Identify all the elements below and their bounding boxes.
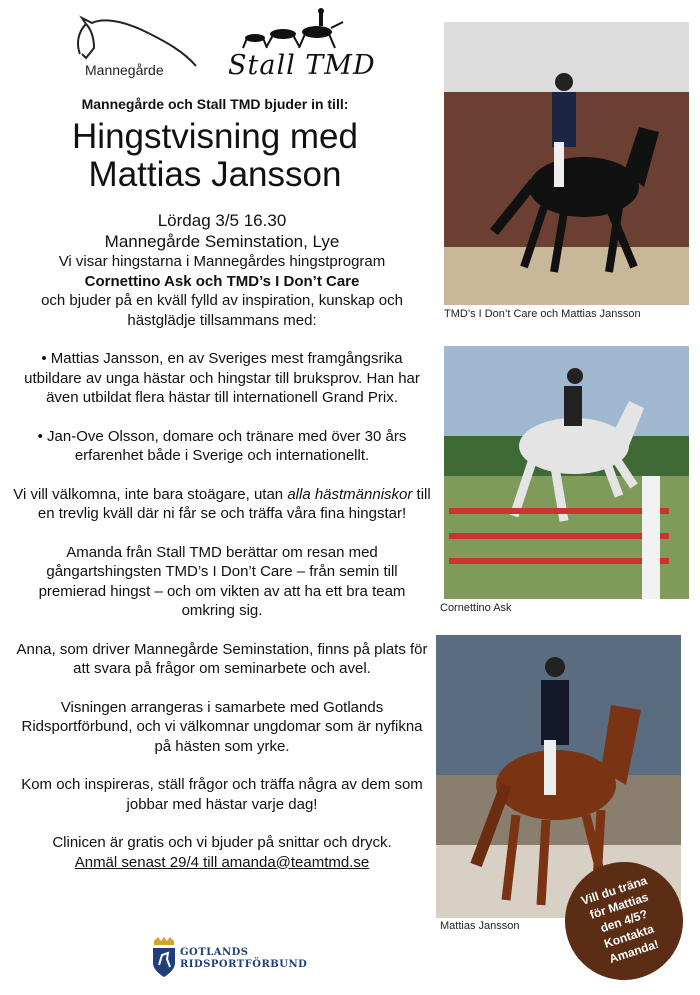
- page-title: [0, 118, 430, 194]
- stall-tmd-horses-logo: [235, 8, 355, 50]
- event-description: [12, 210, 432, 872]
- amanda-text: Amanda från Stall TMD berättar om resan med gångartshingsten TMD’s I Don’t Care – från semin till premierad hingst – och om vikten av att ha ett bra team omkring sig.: [38, 543, 406, 619]
- jumping-horse-image: [444, 346, 689, 599]
- title-line-1: Hingstvisning med: [72, 117, 358, 156]
- gotlands-ridsportforbund-logo: [150, 935, 330, 979]
- grf-text: GOTLANDS RIDSPORTFÖRBUND: [180, 947, 308, 970]
- bullet-jan-ove: • Jan-Ove Olsson, domare och tränare med över 30 års erfarenhet både i Sverige och internationellt.: [37, 427, 407, 464]
- title-line-2: Mattias Jansson: [88, 155, 342, 194]
- crest-icon: [150, 935, 178, 979]
- invite-line: Mannegårde och Stall TMD bjuder in till:: [81, 96, 349, 112]
- photo-cornettino: [444, 346, 689, 599]
- bullet-mattias: • Mattias Jansson, en av Sveriges mest framgångsrika utbildare av unga hästar och hingstar till bruksprov. Han har även utbildat flera hästar till internationell Grand Prix.: [24, 350, 420, 406]
- badge-text: Vill du träna för Mattias den 4/5? Kontakta Amanda!: [579, 873, 661, 967]
- event-date: Lördag 3/5 16.30: [157, 211, 287, 230]
- event-venue: Mannegårde Seminstation, Lye: [104, 232, 340, 251]
- intro-continued: och bjuder på en kväll fylld av inspiration, kunskap och hästglädje tillsammans med:: [41, 292, 403, 329]
- mannegarde-logo-text: Mannegårde: [85, 62, 164, 78]
- header-logos: [0, 0, 430, 95]
- stallion-names: Cornettino Ask och TMD’s I Don’t Care: [84, 272, 360, 290]
- intro-text: Vi visar hingstarna i Mannegårdes hingstprogram: [58, 253, 386, 270]
- cooperation-text: Visningen arrangeras i samarbete med Gotlands Ridsportförbund, och vi välkomnar ungdomar som är nyfikna på hästen som yrke.: [21, 698, 423, 755]
- stall-tmd-logo-text: Stall TMD: [228, 50, 376, 81]
- inspire-text: Kom och inspireras, ställ frågor och träffa några av dem som jobbar med hästar varje dag!: [21, 776, 423, 813]
- mannegarde-horse-logo: [72, 14, 202, 69]
- photo-caption-2: Cornettino Ask: [440, 602, 512, 614]
- welcome-text: Vi vill välkomna, inte bara stoägare, utan alla hästmänniskor till en trevlig kväll där ni får se och träffa våra fina hingstar!: [13, 485, 431, 522]
- dressage-horse-image: [444, 22, 689, 305]
- photo-caption-3: Mattias Jansson: [440, 920, 520, 932]
- signup-link[interactable]: Anmäl senast 29/4 till amanda@teamtmd.se: [74, 853, 370, 871]
- anna-text: Anna, som driver Mannegårde Seminstation, finns på plats för att svara på frågor om seminarbete och avel.: [16, 640, 428, 677]
- photo-caption-1: TMD’s I Don’t Care och Mattias Jansson: [444, 308, 641, 320]
- free-text: Clinicen är gratis och vi bjuder på snittar och dryck.: [52, 834, 392, 851]
- photo-i-dont-care: [444, 22, 689, 305]
